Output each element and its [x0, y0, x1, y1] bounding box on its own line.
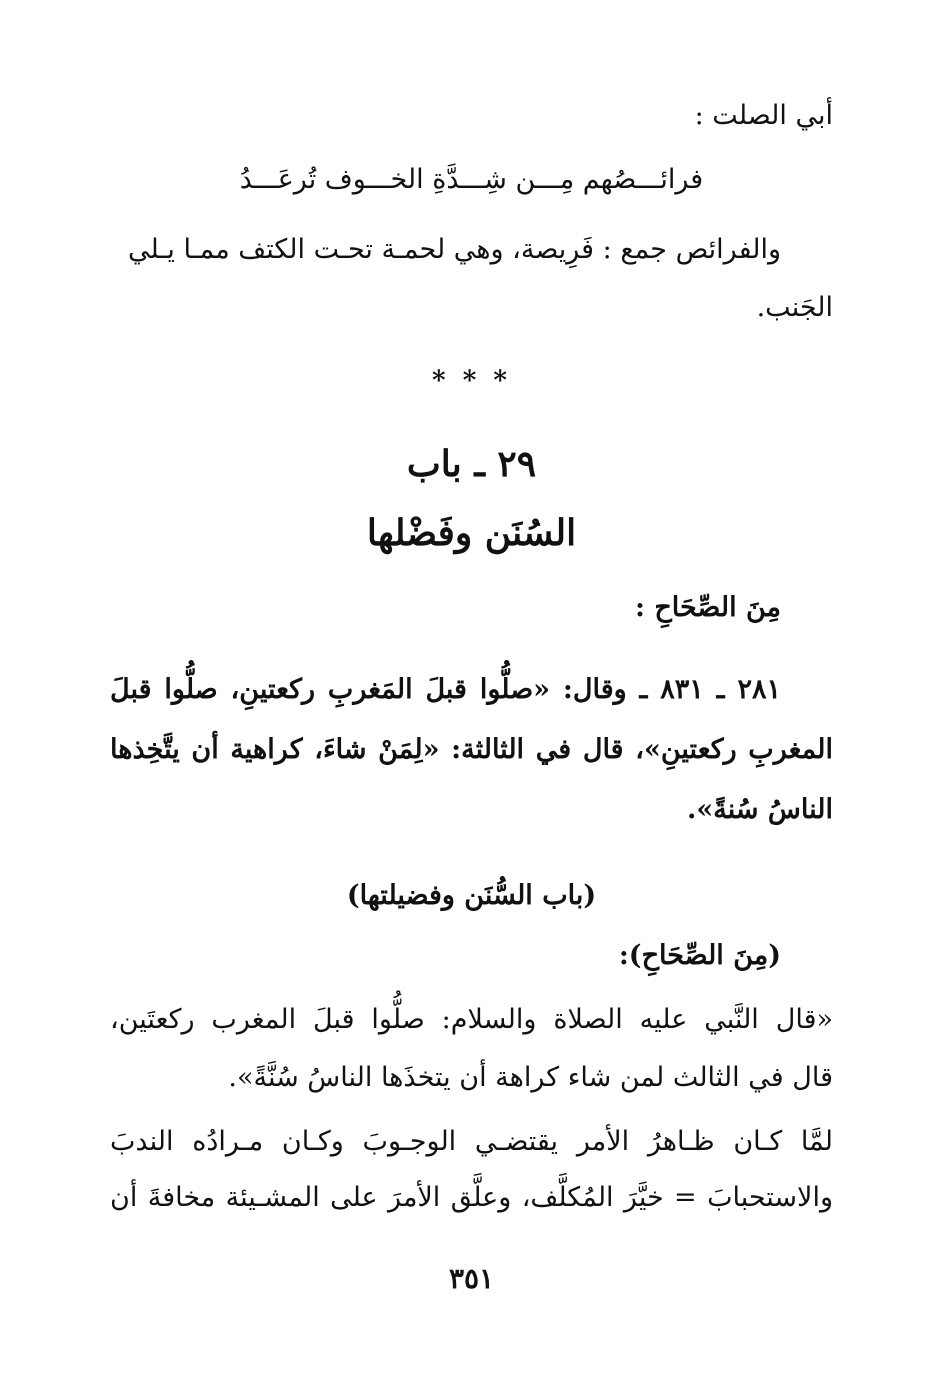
chapter-title: السُنَن وفَضْلها	[366, 512, 577, 554]
commentary-line-4: والاستحبابَ = خيَّرَ المُكلَّف، وعلَّق الأمرَ على المشـيئة مخافةَ أن	[110, 1182, 833, 1213]
commentary-line-3: لمَّا كـان ظـاهرُ الأمر يقتضـي الوجـوبَ وكـان مـرادُه الندبَ	[110, 1126, 833, 1157]
gloss-line-2: الجَنب.	[756, 292, 833, 323]
section-heading: مِنَ الصِّحَاحِ :	[634, 592, 781, 623]
commentary-heading: (باب السُّنَن وفضيلتها)	[346, 880, 597, 911]
intro-line: أبي الصلت :	[694, 100, 833, 131]
commentary-line-2: قال في الثالث لمن شاء كراهة أن يتخذَها الناسُ سُنَّةً».	[228, 1062, 833, 1093]
gloss-line-1: والفرائص جمع : فَرِيصة، وهي لحمـة تحـت الكتف ممـا يـلي	[128, 234, 781, 265]
page-number: ٣٥١	[448, 1262, 495, 1295]
poetry-verse: فرائـــصُهم مِـــن شِـــدَّةِ الخـــوف تُرعَـــدُ	[239, 164, 704, 195]
commentary-line-1: «قال النَّبي عليه الصلاة والسلام: صلُّوا قبلَ المغرب ركعتَين،	[110, 1004, 833, 1035]
hadith-line-3: الناسُ سُنةً».	[687, 794, 833, 825]
section-separator: * * *	[432, 366, 511, 396]
chapter-number-title: ٢٩ ـ باب	[406, 443, 537, 485]
hadith-line-1: ٢٨١ ـ ٨٣١ ـ وقال: «صلُّوا قبلَ المَغربِ ركعتينِ، صلُّوا قبلَ	[110, 674, 781, 705]
commentary-subheading: (مِنَ الصِّحَاحِ):	[618, 940, 781, 971]
hadith-line-2: المغربِ ركعتينِ»، قال في الثالثة: «لِمَنْ شاءَ، كراهية أن يتَّخِذها	[110, 734, 833, 765]
